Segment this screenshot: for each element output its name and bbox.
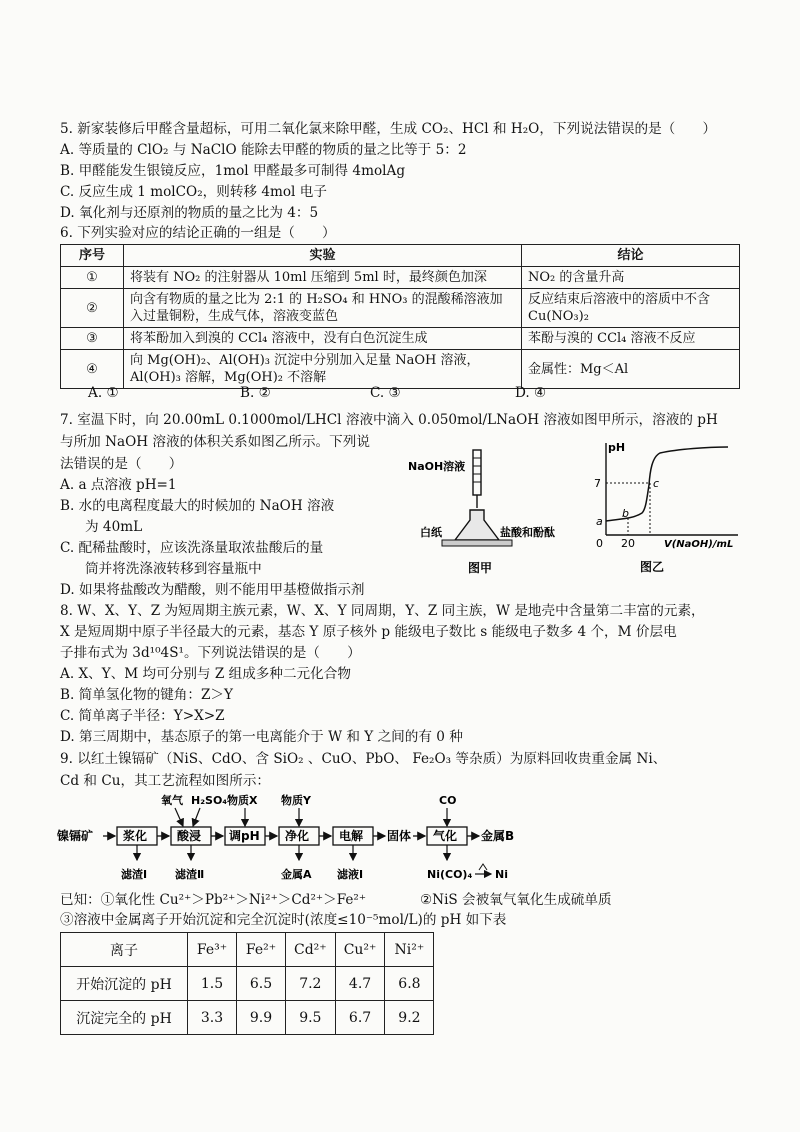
q6-option-a: A. ①	[88, 385, 119, 401]
output-residue-2: 滤渣Ⅱ	[175, 868, 205, 881]
header-cell: 实验	[124, 245, 522, 267]
q6-table	[60, 244, 740, 389]
q5-option-d: D. 氧化剂与还原剂的物质的量之比为 4：5	[60, 205, 319, 221]
row-number: ①	[61, 267, 124, 289]
fig2-caption: 图乙	[640, 560, 665, 574]
point-c-label: c	[653, 477, 660, 490]
q7-option-d: D. 如果将盐酸改为醋酸，则不能用甲基橙做指示剂	[60, 582, 365, 598]
step-electrolysis-label: 电解	[339, 829, 364, 843]
process-flow-diagram	[55, 790, 535, 890]
q7-option-b: B. 水的电离程度最大的时候加的 NaOH 溶液	[60, 498, 335, 514]
q6-option-c: C. ③	[370, 385, 401, 401]
table-cell: 6.5	[237, 967, 286, 1001]
q6-option-b: B. ②	[240, 385, 271, 401]
header-cell: Ni²⁺	[385, 933, 434, 967]
table-cell: 3.3	[188, 1001, 237, 1035]
input-h2so4: H₂SO₄	[191, 794, 228, 807]
table-cell: 6.7	[335, 1001, 385, 1035]
q9-stem-line2: Cd 和 Cu，其工艺流程如图所示：	[60, 773, 271, 789]
step-slurry-label: 浆化	[123, 829, 148, 843]
output-residue-1: 滤渣Ⅰ	[121, 868, 148, 881]
conclusion-cell: NO₂ 的含量升高	[522, 267, 740, 289]
fig1-caption: 图甲	[468, 561, 493, 575]
naoh-label: NaOH溶液	[408, 460, 466, 473]
output-nico4: Ni(CO)₄	[427, 868, 473, 881]
input-substance-y: 物质Y	[281, 794, 311, 807]
q8-stem-line1: 8. W、X、Y、Z 为短周期主族元素，W、X、Y 同周期，Y、Z 同主族，W 是地壳中含量第二丰富的元素，	[60, 603, 705, 619]
table-cell: 6.8	[385, 967, 434, 1001]
q7-stem-line3: 法错误的是（ ）	[60, 456, 183, 472]
header-cell: 离子	[61, 933, 188, 967]
y-axis-label: pH	[608, 441, 626, 454]
q7-option-a: A. a 点溶液 pH=1	[60, 477, 177, 493]
q7-option-c: C. 配稀盐酸时，应该洗涤量取浓盐酸后的量	[60, 540, 324, 556]
output-filtrate-1: 滤液Ⅰ	[337, 868, 364, 881]
point-a-label: a	[596, 515, 603, 528]
q5-option-b: B. 甲醛能发生银镜反应，1mol 甲醛最多可制得 4molAg	[60, 163, 406, 179]
paper-label: 白纸	[420, 526, 442, 539]
table-cell: 9.5	[286, 1001, 336, 1035]
table-cell: 9.9	[237, 1001, 286, 1035]
row-number: ②	[61, 289, 124, 328]
table-cell: 9.2	[385, 1001, 434, 1035]
row-number: ④	[61, 350, 124, 389]
q8-option-c: C. 简单离子半径：Y>X>Z	[60, 708, 225, 724]
table-cell: 4.7	[335, 967, 385, 1001]
white-paper-icon	[442, 540, 512, 546]
origin-label: 0	[596, 537, 603, 550]
metal-b-label: 金属B	[481, 829, 515, 843]
table-row	[61, 328, 740, 350]
experiment-cell: 将装有 NO₂ 的注射器从 10ml 压缩到 5ml 时，最终颜色加深	[124, 267, 522, 289]
q7-stem-line1: 7. 室温下时，向 20.00mL 0.1000mol/LHCl 溶液中滴入 0.050mol/LNaOH 溶液如图甲所示，溶液的 pH	[60, 412, 718, 428]
q8-option-b: B. 简单氢化物的键角：Z＞Y	[60, 687, 233, 703]
q8-option-a: A. X、Y、M 均可分别与 Z 组成多种二元化合物	[60, 666, 351, 682]
experiment-cell: 向含有物质的量之比为 2:1 的 H₂SO₄ 和 HNO₃ 的混酸稀溶液加入过量铜粉，生成气体，溶液变蓝色	[124, 289, 522, 328]
heat-icon	[479, 864, 487, 870]
row-label: 开始沉淀的 pH	[61, 967, 188, 1001]
input-co: CO	[439, 794, 457, 807]
q9-stem-line1: 9. 以红土镍镉矿（NiS、CdO、含 SiO₂ 、CuO、PbO、 Fe₂O₃ 等杂质）为原料回收贵重金属 Ni、	[60, 751, 667, 767]
step-purify-label: 净化	[285, 829, 310, 843]
row-label: 沉淀完全的 pH	[61, 1001, 188, 1035]
table-row	[61, 350, 740, 389]
table-cell: 7.2	[286, 967, 336, 1001]
q8-stem-line3: 子排布式为 3d¹⁰4S¹。下列说法错误的是（ ）	[60, 645, 361, 661]
q7-stem-line2: 与所加 NaOH 溶液的体积关系如图乙所示。下列说	[60, 434, 370, 450]
q5-option-a: A. 等质量的 ClO₂ 与 NaClO 能除去甲醛的物质的量之比等于 5：2	[60, 142, 467, 158]
q5-stem: 5. 新家装修后甲醛含量超标，可用二氧化氯来除甲醛，生成 CO₂、HCl 和 H₂O，下列说法错误的是（ ）	[60, 121, 717, 137]
input-oxygen: 氧气	[161, 794, 183, 807]
x-axis-label: V(NaOH)/mL	[664, 539, 734, 550]
table-row	[61, 245, 740, 267]
table-row	[61, 267, 740, 289]
step-gasify-label: 气化	[433, 829, 458, 843]
ore-label: 镍镉矿	[57, 829, 94, 843]
table-row	[61, 1001, 434, 1035]
output-metal-a: 金属A	[281, 868, 312, 881]
output-ni: Ni	[495, 868, 508, 881]
ph7-tick-label: 7	[594, 477, 601, 490]
q7-option-c-cont: 筒并将洗涤液转移到容量瓶中	[85, 561, 262, 577]
point-b-label: b	[622, 507, 629, 520]
table-row	[61, 967, 434, 1001]
header-cell: Cd²⁺	[286, 933, 336, 967]
q9-known-1: 已知：①氧化性 Cu²⁺＞Pb²⁺＞Ni²⁺＞Cd²⁺＞Fe²⁺	[60, 892, 367, 908]
q9-known-2: ②NiS 会被氧气氧化生成硫单质	[420, 892, 612, 908]
experiment-cell: 向 Mg(OH)₂、Al(OH)₃ 沉淀中分别加入足量 NaOH 溶液，Al(OH)₃ 溶解，Mg(OH)₂ 不溶解	[124, 350, 522, 389]
step-adjust-ph-label: 调pH	[229, 829, 260, 843]
ph-curve-figure	[588, 435, 748, 575]
experiment-cell: 将苯酚加入到溴的 CCl₄ 溶液中，没有白色沉淀生成	[124, 328, 522, 350]
row-number: ③	[61, 328, 124, 350]
titration-setup-figure	[400, 440, 580, 580]
flask-icon	[455, 510, 499, 540]
header-cell: Fe³⁺	[188, 933, 237, 967]
table-row	[61, 933, 434, 967]
q6-stem: 6. 下列实验对应的结论正确的一组是（ ）	[60, 225, 336, 241]
header-cell: Fe²⁺	[237, 933, 286, 967]
q8-stem-line2: X 是短周期中原子半径最大的元素，基态 Y 原子核外 p 能级电子数比 s 能级电子数多 4 个，M 价层电	[60, 624, 677, 640]
q5-option-c: C. 反应生成 1 molCO₂，则转移 4mol 电子	[60, 184, 327, 200]
q7-option-b-cont: 为 40mL	[85, 519, 143, 535]
conclusion-cell: 金属性：Mg＜Al	[522, 350, 740, 389]
header-cell: 序号	[61, 245, 124, 267]
table-row	[61, 289, 740, 328]
conclusion-cell: 反应结束后溶液中的溶质中不含 Cu(NO₃)₂	[522, 289, 740, 328]
burette-icon	[473, 450, 481, 495]
flask-label: 盐酸和酚酞	[500, 526, 555, 539]
table-cell: 1.5	[188, 967, 237, 1001]
input-substance-x: 物质X	[227, 794, 258, 807]
q9-known-3: ③溶液中金属离子开始沉淀和完全沉淀时(浓度≤10⁻⁵mol/L)的 pH 如下表	[60, 912, 507, 928]
q9-ph-table	[60, 932, 434, 1035]
q8-option-d: D. 第三周期中，基态原子的第一电离能介于 W 和 Y 之间的有 0 种	[60, 729, 463, 745]
solid-label: 固体	[387, 829, 412, 843]
x20-tick-label: 20	[621, 537, 635, 550]
header-cell: Cu²⁺	[335, 933, 385, 967]
header-cell: 结论	[522, 245, 740, 267]
conclusion-cell: 苯酚与溴的 CCl₄ 溶液不反应	[522, 328, 740, 350]
q6-option-d: D. ④	[515, 385, 547, 401]
step-acid-leach-label: 酸浸	[177, 829, 202, 843]
